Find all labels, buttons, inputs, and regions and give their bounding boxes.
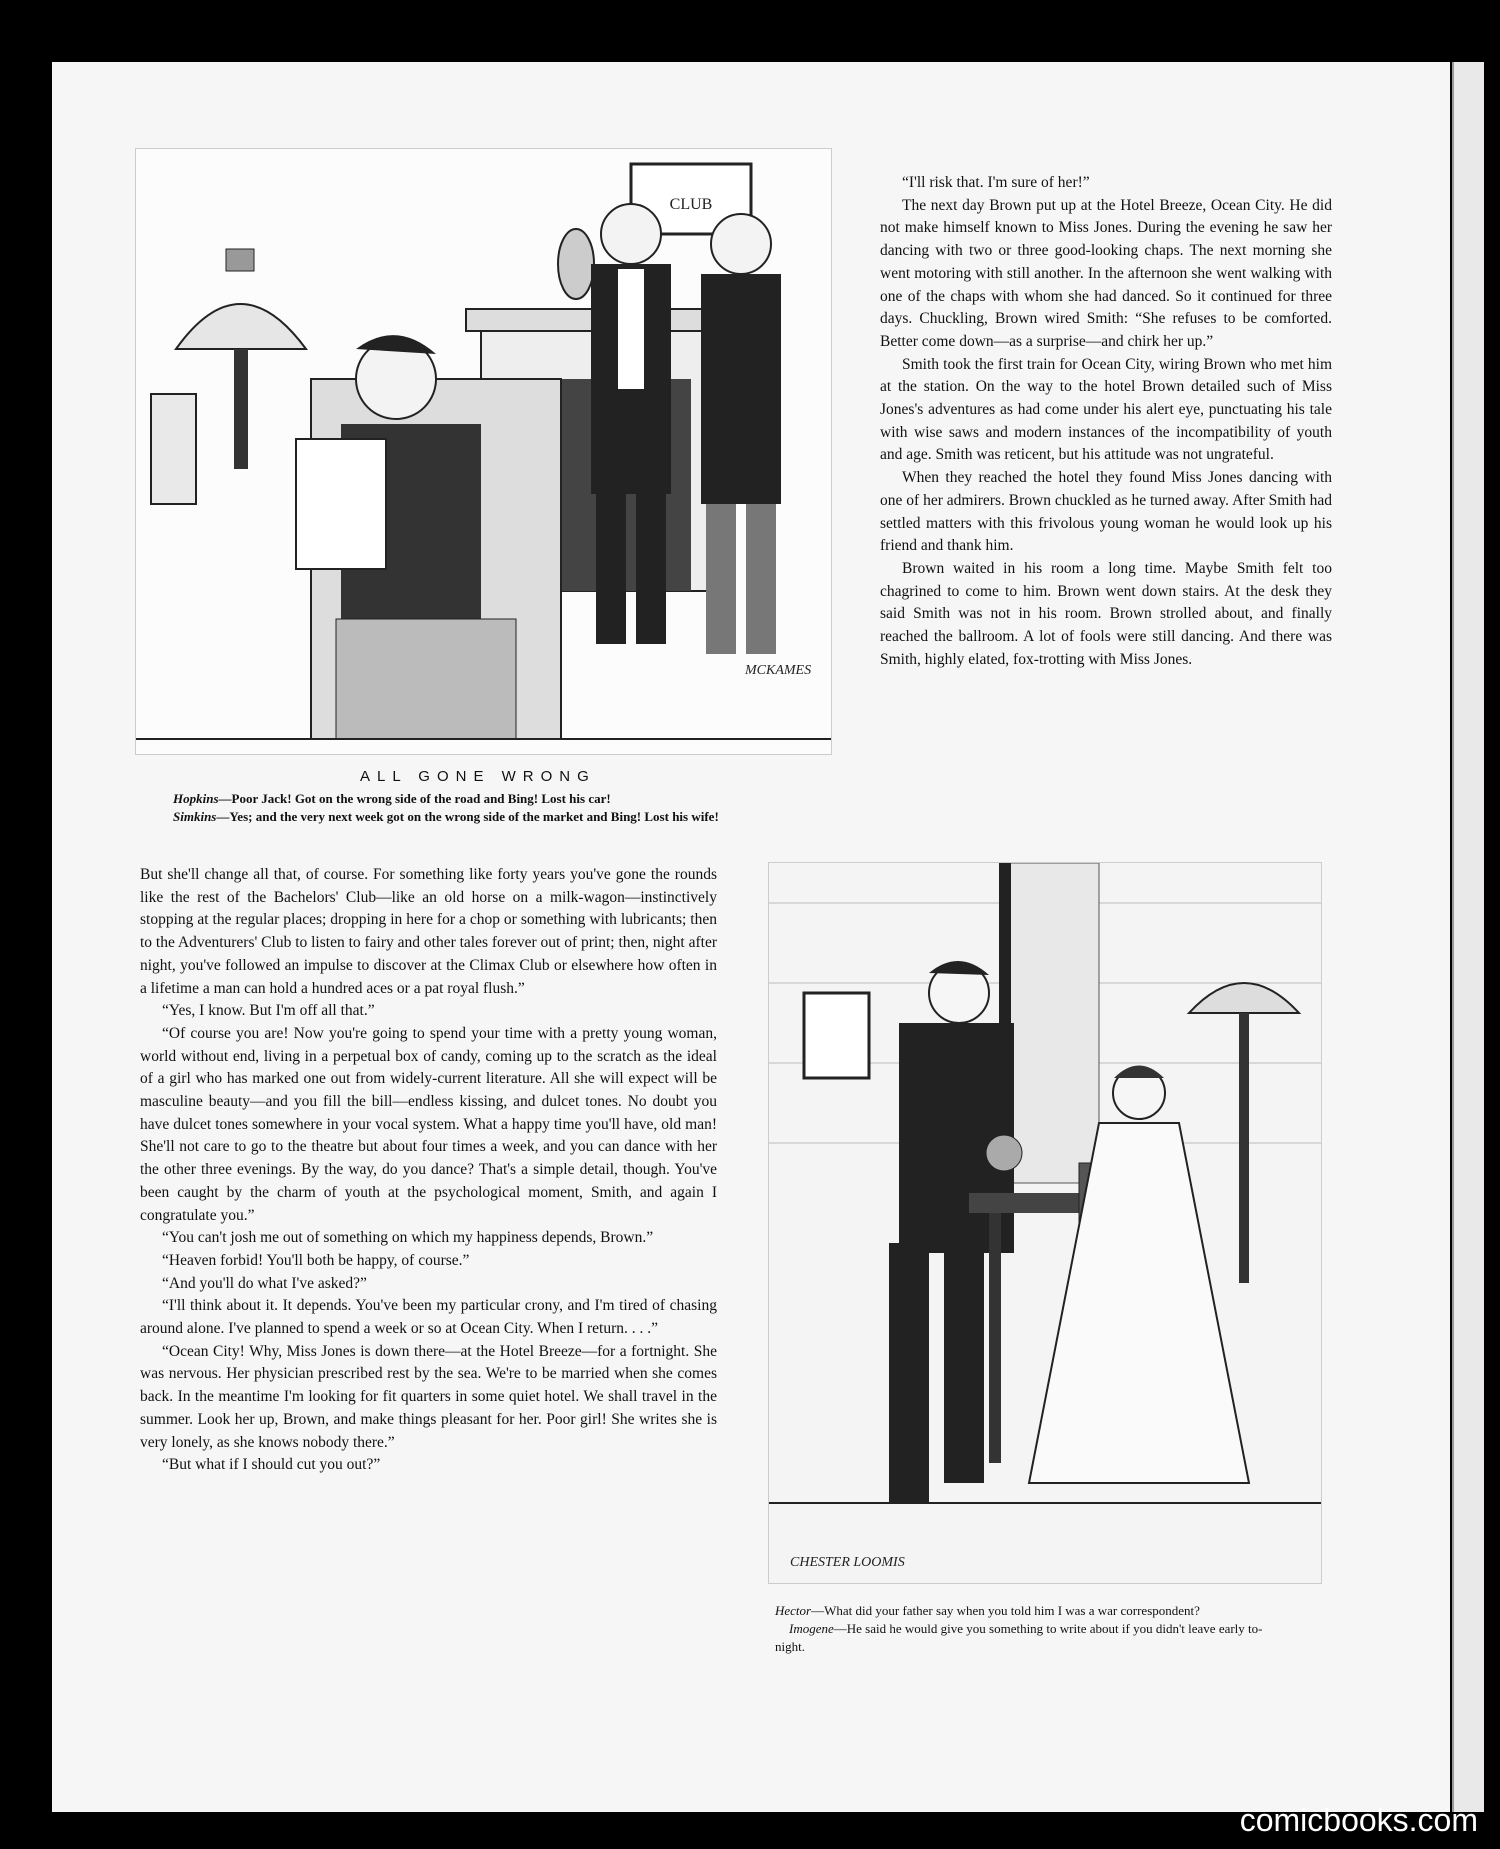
speaker-name: Hector (775, 1603, 812, 1618)
right-text-column (880, 172, 1332, 671)
caption-line (775, 1602, 1290, 1620)
parlor-scene-drawing (769, 863, 1321, 1583)
artist-signature-bottom: CHESTER LOOMIS (790, 1555, 905, 1570)
paragraph: Smith took the first train for Ocean City, wiring Brown who met him at the station. On the way to the hotel Brown detailed such of Miss Jones's adventures as had come under his alert eye, punctuating his tale with wise saws and modern instances of the incompatibility of youth and age. Smith was reticent, but his attitude was not ungrateful. (880, 355, 1332, 464)
artist-signature-top: MCKAMES (745, 663, 812, 678)
caption-line (145, 808, 835, 826)
illustration-hector-imogene (768, 862, 1322, 1584)
paragraph: “But what if I should cut you out?” (162, 1456, 381, 1474)
paragraph: When they reached the hotel they found Miss Jones dancing with one of her admirers. Brown chuckled as he turned away. After Smith had settled matters with this frivolous young woman he would look up his friend and thank him. (880, 469, 1332, 555)
paragraph: “Ocean City! Why, Miss Jones is down there—at the Hotel Breeze—for a fortnight. She was nervous. Her physician prescribed rest by the sea. We're to be married when she comes back. In the meantime I'm looking for fit quarters in some quiet hotel. We shall travel in the summer. Look her up, Brown, and make things pleasant for her. Poor girl! She writes she is very lonely, as she knows nobody there.” (140, 1342, 717, 1451)
speaker-name: Simkins (173, 809, 217, 824)
club-scene-drawing (136, 149, 831, 754)
paragraph: “I'll risk that. I'm sure of her!” (902, 174, 1090, 191)
paragraph: Brown waited in his room a long time. Maybe Smith felt too chagrined to come to him. Brown went down stairs. At the desk they said Smith was not in his room. Brown strolled about, and finally reached the ballroom. A lot of fools were still dancing. And there was Smith, highly elated, fox-trotting with Miss Jones. (880, 559, 1332, 668)
watermark: comicbooks.com (1239, 1802, 1478, 1838)
paragraph: “You can't josh me out of something on which my happiness depends, Brown.” (162, 1229, 654, 1247)
paragraph: “Heaven forbid! You'll both be happy, of course.” (162, 1251, 470, 1269)
dialogue-text: —Yes; and the very next week got on the wrong side of the market and Bing! Lost his wife! (216, 809, 719, 824)
dialogue-text: —Poor Jack! Got on the wrong side of the road and Bing! Lost his car! (218, 791, 611, 806)
paragraph: The next day Brown put up at the Hotel Breeze, Ocean City. He did not make himself known to Miss Jones. During the evening he saw her dancing with two or three good-looking chaps. The next morning she went motoring with still another. In the afternoon she went walking with one of the chaps with whom she had danced. So it continued for three days. Chuckling, Brown wired Smith: “She refuses to be comforted. Better come down—as a surprise—and chirk her up.” (880, 196, 1332, 350)
dialogue-text: —What did your father say when you told him I was a war correspondent? (811, 1603, 1200, 1618)
paragraph: “I'll think about it. It depends. You've been my particular crony, and I'm tired of chasing around alone. I've planned to spend a week or so at Ocean City. When I return. . . .” (140, 1297, 717, 1338)
illustration-all-gone-wrong (135, 148, 832, 755)
paragraph: But she'll change all that, of course. For something like forty years you've gone the rounds like the rest of the Bachelors' Club—like an old horse on a milk-wagon—instinctively stopping at the regular places; dropping in here for a chop or something with lubricants; then to the Adventurers' Club to listen to fairy and other tales forever out of print; then, night after night, you've followed an impulse to discover at the Climax Club or elsewhere how often in a lifetime a man can hold a hundred aces or a pat royal flush.” (140, 866, 718, 997)
speaker-name: Hopkins (173, 791, 219, 806)
speaker-name: Imogene (789, 1621, 834, 1636)
paragraph: “And you'll do what I've asked?” (162, 1274, 367, 1292)
club-sign-text: CLUB (669, 196, 713, 213)
left-text-column (140, 864, 717, 1477)
dialogue-text: —He said he would give you something to write about if you didn't leave early to-night. (775, 1621, 1263, 1654)
caption-line (775, 1620, 1290, 1656)
paragraph: “Yes, I know. But I'm off all that.” (162, 1002, 375, 1020)
paragraph: “Of course you are! Now you're going to spend your time with a pretty young woman, world without end, living in a perpetual box of candy, coming up to the scratch as the ideal of a girl who has marked one out from widely-current literature. All she will expect will be masculine beauty—and you fill the bill—endless kissing, and dulcet tones. No doubt you have dulcet tones somewhere in your vocal system. What a happy time you'll have, old man! She'll not care to go to the theatre but about four times a week, and you can dance with her the other three evenings. By the way, do you dance? That's a simple detail, though. You've been caught by the charm of youth at the psychological moment, Smith, and again I congratulate you.” (140, 1024, 717, 1224)
caption-line (145, 790, 835, 808)
caption-bottom (775, 1602, 1290, 1656)
caption-title: ALL GONE WRONG (360, 768, 596, 785)
adjacent-page-edge (1452, 62, 1484, 1812)
caption-top (145, 790, 835, 826)
